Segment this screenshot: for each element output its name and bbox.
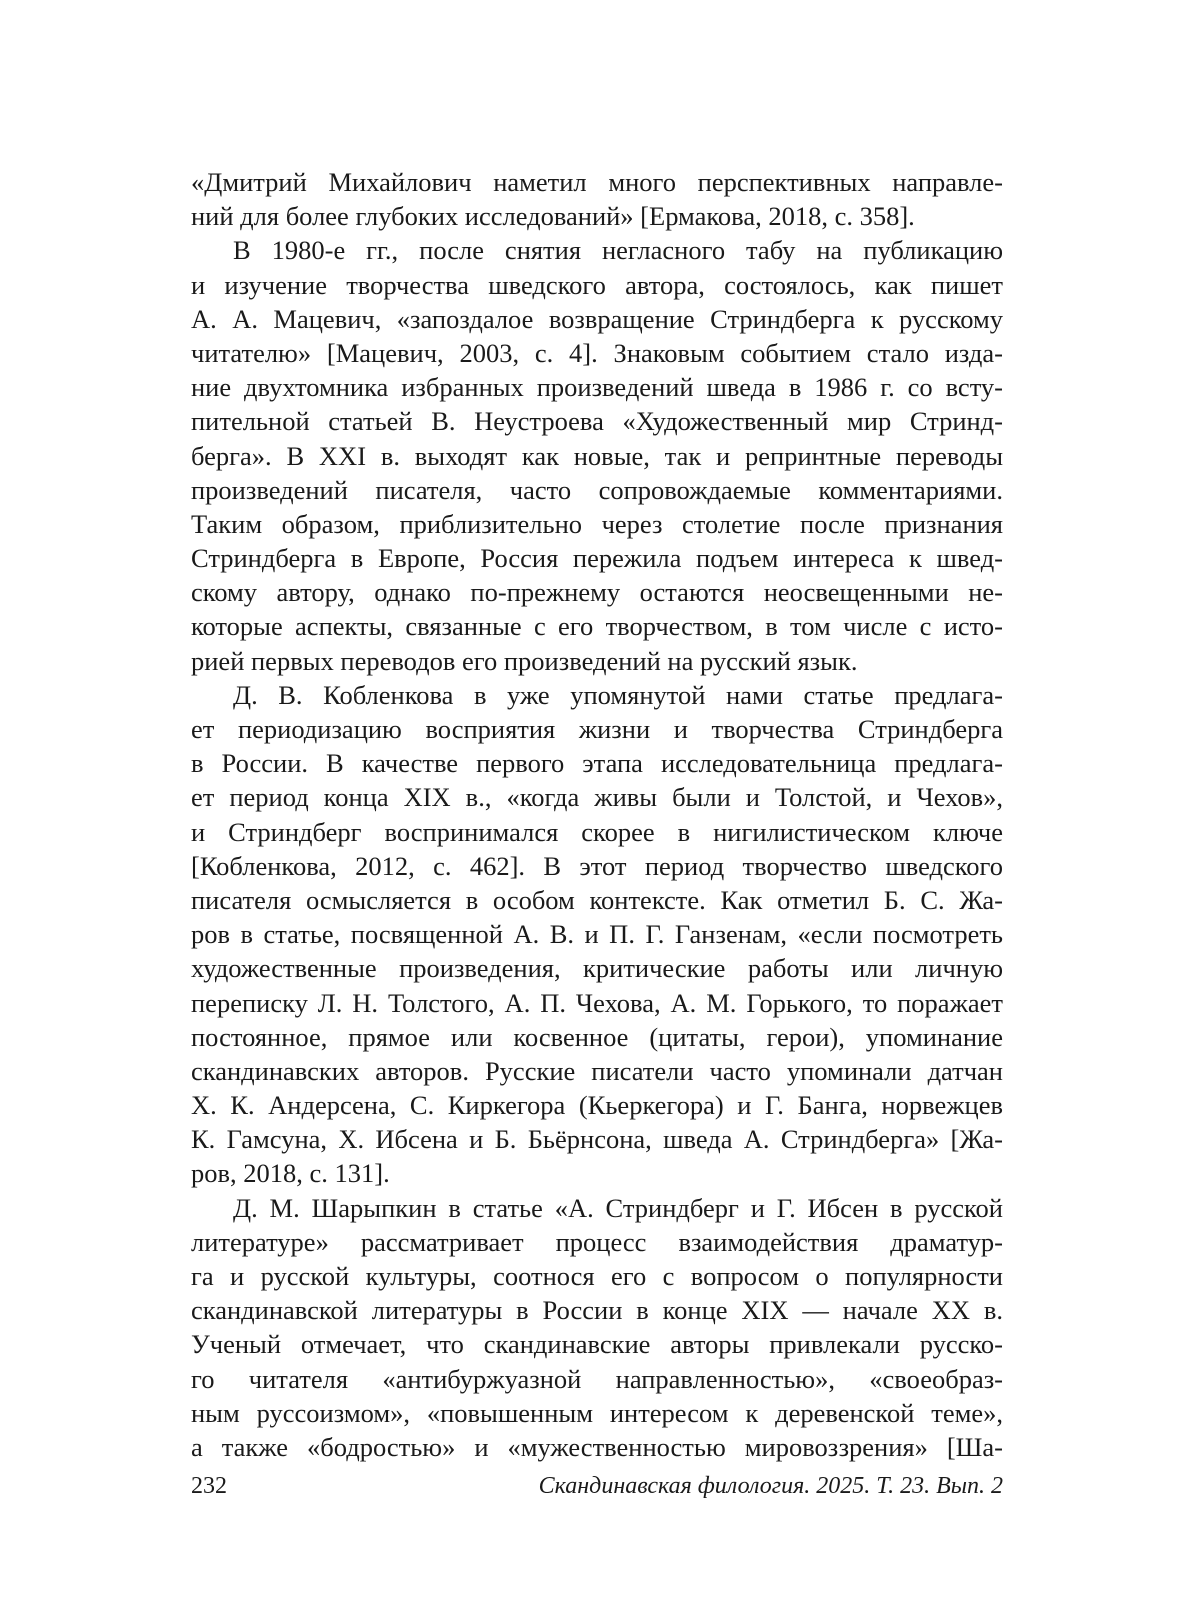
- text-line: Ученый отмечает, что скандинавские авторы привлекали русско-: [191, 1329, 1003, 1360]
- text-line: ет период конца XIX в., «когда живы были и Толстой, и Чехов»,: [191, 782, 1003, 813]
- text-line: ние двухтомника избранных произведений шведа в 1986 г. со всту-: [191, 372, 1003, 403]
- text-line: ров в статье, посвященной А. В. и П. Г. Ганзенам, «если посмотреть: [191, 919, 1003, 950]
- page-number: 232: [191, 1473, 227, 1499]
- text-line: произведений писателя, часто сопровождаемые комментариями.: [191, 474, 1003, 505]
- text-line: постоянное, прямое или косвенное (цитаты, герои), упоминание: [191, 1021, 1003, 1052]
- body-text: [191, 165, 1003, 1464]
- text-line: ров, 2018, с. 131].: [191, 1158, 390, 1189]
- text-line: Х. К. Андерсена, С. Киркегора (Кьеркегора) и Г. Банга, норвежцев: [191, 1090, 1003, 1121]
- text-line: литературе» рассматривает процесс взаимодействия драматур-: [191, 1226, 1003, 1257]
- text-line: пительной статьей В. Неустроева «Художественный мир Стринд-: [191, 406, 1003, 437]
- text-line: скандинавской литературы в России в конце XIX — начале XX в.: [191, 1295, 1003, 1326]
- text-line: ет периодизацию восприятия жизни и творчества Стриндберга: [191, 714, 1003, 744]
- text-line: «Дмитрий Михайлович наметил много перспективных направле-: [191, 167, 1003, 197]
- text-line: которые аспекты, связанные с его творчеством, в том числе с исто-: [191, 611, 1003, 642]
- text-line: писателя осмысляется в особом контексте. Как отметил Б. С. Жа-: [191, 884, 1003, 915]
- paragraph-first-line: Д. В. Кобленкова в уже упомянутой нами статье предлага-: [233, 679, 1003, 710]
- text-line: ным руссоизмом», «повышенным интересом к деревенской теме»,: [191, 1397, 1003, 1428]
- text-line: а также «бодростью» и «мужественностью мировоззрения» [Ша-: [191, 1431, 1003, 1462]
- text-line: ний для более глубоких исследований» [Ермакова, 2018, с. 358].: [191, 201, 915, 232]
- running-title: Скандинавская филология. 2025. Т. 23. Вып. 2: [538, 1473, 1003, 1499]
- text-line: Стриндберга в Европе, Россия пережила подъем интереса к швед-: [191, 543, 1003, 574]
- text-line: А. А. Мацевич, «запоздалое возвращение Стриндберга к русскому: [191, 303, 1003, 334]
- page-footer: [191, 1471, 1003, 1501]
- text-line: читателю» [Мацевич, 2003, с. 4]. Знаковым событием стало изда-: [191, 337, 1003, 368]
- text-line: рией первых переводов его произведений на русский язык.: [191, 645, 858, 676]
- text-line: Таким образом, приблизительно через столетие после признания: [191, 508, 1003, 539]
- text-line: и изучение творчества шведского автора, состоялось, как пишет: [191, 269, 1003, 300]
- text-line: художественные произведения, критические работы или личную: [191, 953, 1003, 984]
- text-line: скому автору, однако по-прежнему остаются неосвещенными не-: [191, 577, 1003, 608]
- text-line: берга». В XXI в. выходят как новые, так и репринтные переводы: [191, 440, 1003, 471]
- text-line: в России. В качестве первого этапа исследовательница предлага-: [191, 748, 1003, 779]
- text-line: га и русской культуры, соотнося его с вопросом о популярности: [191, 1261, 1003, 1291]
- text-line: го читателя «антибуржуазной направленностью», «своеобраз-: [191, 1363, 1003, 1394]
- text-line: переписку Л. Н. Толстого, А. П. Чехова, А. М. Горького, то поражает: [191, 987, 1003, 1018]
- text-line: [Кобленкова, 2012, с. 462]. В этот период творчество шведского: [191, 850, 1003, 881]
- paragraph-first-line: В 1980-е гг., после снятия негласного табу на публикацию: [233, 235, 1003, 266]
- paragraph-first-line: Д. М. Шарыпкин в статье «А. Стриндберг и Г. Ибсен в русской: [233, 1192, 1003, 1223]
- text-line: К. Гамсуна, Х. Ибсена и Б. Бьёрнсона, шведа А. Стриндберга» [Жа-: [191, 1124, 1003, 1155]
- text-line: и Стриндберг воспринимался скорее в нигилистическом ключе: [191, 816, 1003, 847]
- text-line: скандинавских авторов. Русские писатели часто упоминали датчан: [191, 1055, 1003, 1086]
